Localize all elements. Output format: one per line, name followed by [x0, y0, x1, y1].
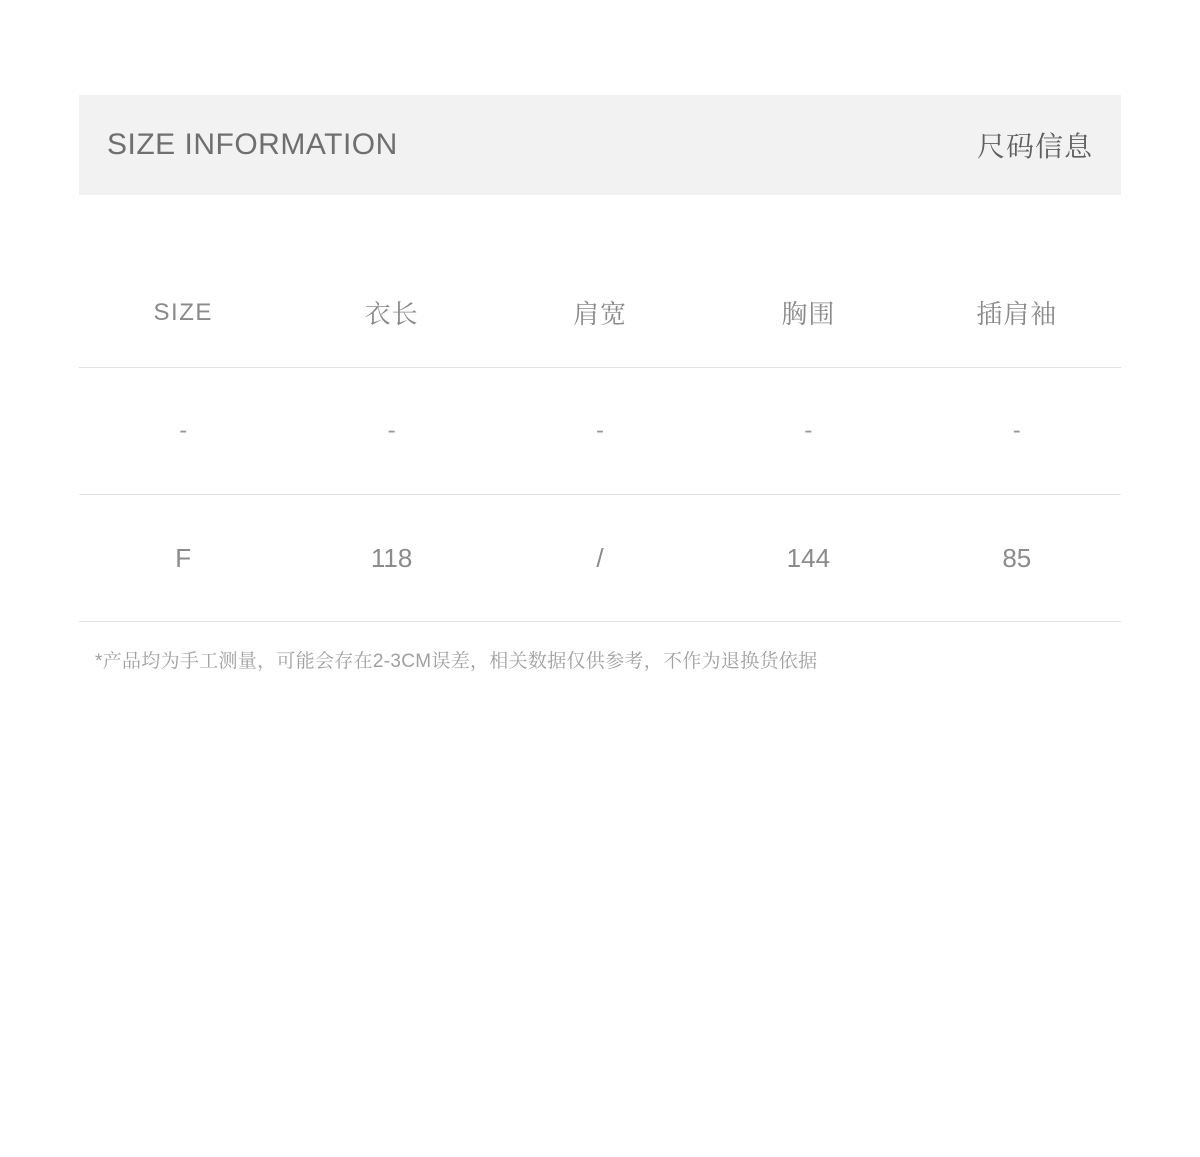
measurement-note: *产品均为手工测量，可能会存在2-3CM误差，相关数据仅供参考，不作为退换货依据 — [95, 651, 818, 672]
cell-size: - — [179, 417, 188, 444]
table-header-row — [79, 293, 1121, 368]
cell-shoulder: - — [595, 417, 604, 444]
size-table — [79, 293, 1121, 622]
column-header-size: SIZE — [153, 298, 213, 326]
panel-header — [79, 95, 1121, 195]
cell-bust: - — [804, 417, 813, 444]
column-header-raglan-sleeve: 插肩袖 — [976, 299, 1058, 329]
table-row — [79, 495, 1121, 622]
size-table-body — [79, 368, 1121, 622]
table-row — [79, 368, 1121, 495]
cell-size: F — [79, 495, 287, 622]
size-information-panel — [79, 95, 1121, 696]
column-header-length: 衣长 — [364, 299, 419, 329]
cell-raglan-sleeve: 85 — [913, 495, 1121, 622]
cell-bust: 144 — [704, 495, 912, 622]
size-table-head — [79, 293, 1121, 368]
column-header-shoulder: 肩宽 — [572, 299, 627, 329]
cell-raglan-sleeve: - — [1012, 417, 1021, 444]
cell-length: - — [387, 417, 396, 444]
panel-title-cn: 尺码信息 — [976, 131, 1093, 162]
column-header-bust: 胸围 — [781, 299, 836, 329]
panel-title-en: SIZE INFORMATION — [107, 128, 398, 161]
cell-shoulder: / — [496, 495, 704, 622]
cell-length: 118 — [287, 495, 495, 622]
